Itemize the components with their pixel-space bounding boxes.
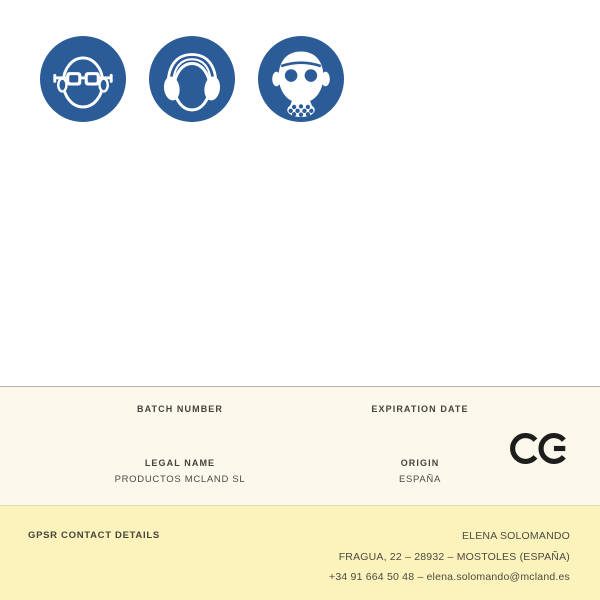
expiration-date-label: EXPIRATION DATE bbox=[371, 404, 469, 414]
respiratory-protection-icon bbox=[258, 36, 344, 122]
origin-value: ESPAÑA bbox=[398, 474, 442, 485]
ce-mark-icon bbox=[510, 431, 572, 466]
legal-name-label: LEGAL NAME bbox=[144, 458, 216, 468]
eye-protection-icon bbox=[40, 36, 126, 122]
contact-name: ELENA SOLOMANDO bbox=[461, 530, 570, 542]
contact-address: FRAGUA, 22 – 28932 – MOSTOLES (ESPAÑA) bbox=[338, 550, 570, 563]
contact-info-block bbox=[329, 526, 570, 588]
gpsr-contact-panel bbox=[0, 505, 600, 600]
batch-number-label: BATCH NUMBER bbox=[136, 404, 224, 414]
info-column-right bbox=[300, 387, 540, 505]
origin-label: ORIGIN bbox=[400, 458, 440, 468]
info-column-left bbox=[60, 387, 300, 505]
info-panel bbox=[0, 386, 600, 505]
gpsr-contact-details-label: GPSR CONTACT DETAILS bbox=[28, 530, 160, 541]
safety-icons-row bbox=[40, 36, 344, 122]
contact-phone-email: +34 91 664 50 48 – elena.solomando@mcland.es bbox=[329, 571, 570, 583]
ear-protection-icon bbox=[149, 36, 235, 122]
legal-name-value: PRODUCTOS MCLAND SL bbox=[114, 474, 246, 485]
